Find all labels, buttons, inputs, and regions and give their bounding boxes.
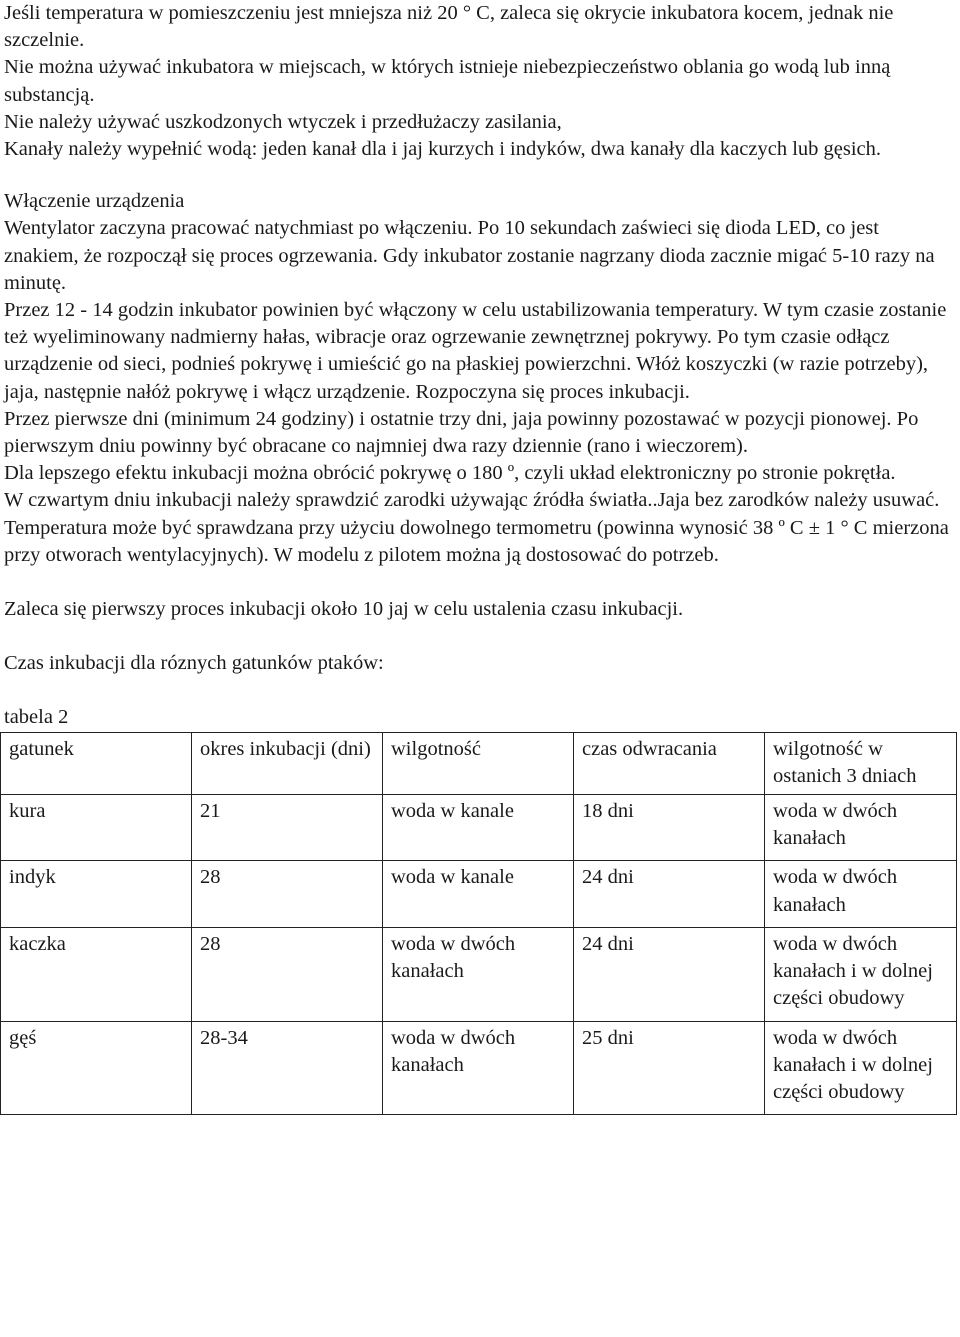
table-caption: tabela 2 [4,706,69,729]
table-header-cell: wilgotność w ostanich 3 dniach [765,732,957,794]
table-cell: woda w dwóch kanałach i w dolnej części obudowy [765,927,957,1021]
table-header-row [1,732,957,794]
table-cell: indyk [1,861,192,927]
paragraph-thermometer: Temperatura może być sprawdzana przy użyciu dowolnego termometru (powinna wynosić 38 º C ± 1 ° C mierzona przy otworach wentylacyjnych). W modelu z pilotem można ją dostosować do potrzeb. [4,516,949,566]
paragraph-egg-position: Przez pierwsze dni (minimum 24 godziny) i ostatnie trzy dni, jaja powinny pozostawać w pozycji pionowej. Po pierwszym dniu powinny być obracane co najmniej dwa razy dziennie (rano i wieczorem). [4,407,919,458]
table-cell: woda w dwóch kanałach [383,1021,574,1115]
paragraph-stabilization: Przez 12 - 14 godzin inkubator powinien być włączony w celu ustabilizowania temperatury. W tym czasie zostanie też wyeliminowany nadmierny hałas, wibracje oraz ogrzewanie zewnętrznej pokrywy. Po tym czasie odłącz urządzenie od sieci, podnieś pokrywę i umieścić go na płaskiej powierzchni. Włóż koszyczki (w razie potrzeby), jaja, następnie nałóż pokrywę i włącz urządzenie. Rozpoczyna się proces inkubacji. [4,299,947,403]
table-cell: kura [1,795,192,861]
paragraph-water-hazard: Nie można używać inkubatora w miejscach, w których istnieje niebezpieczeństwo oblania go wodą lub inną substancją. [4,56,891,106]
table-cell: woda w kanale [383,861,574,927]
table-cell: 25 dni [574,1021,765,1115]
table-cell: 18 dni [574,795,765,861]
table-header-cell: gatunek [1,732,192,794]
table-cell: gęś [1,1021,192,1115]
spacer [4,623,956,650]
table-cell: 24 dni [574,927,765,1021]
paragraph-power-cords: Nie należy używać uszkodzonych wtyczek i przedłużaczy zasilania, [4,110,562,133]
paragraph-embryo-check: W czwartym dniu inkubacji należy sprawdzić zarodki używając źródła światła..Jaja bez zarodków należy usuwać. [4,489,940,512]
table-cell: woda w kanale [383,795,574,861]
section-heading: Włączenie urządzenia [4,190,185,213]
table-cell: 24 dni [574,861,765,927]
table-cell: 28-34 [192,1021,383,1115]
table-row [1,861,957,927]
table-cell: woda w dwóch kanałach [765,861,957,927]
paragraph-recommendation: Zaleca się pierwszy proces inkubacji około 10 jaj w celu ustalenia czasu inkubacji. [4,598,684,621]
paragraph-water-channels: Kanały należy wypełnić wodą: jeden kanał dla i jaj kurzych i indyków, dwa kanały dla kaczych lub gęsich. [4,138,882,161]
table-header-cell: wilgotność [383,732,574,794]
table-header-cell: okres inkubacji (dni) [192,732,383,794]
table-header-cell: czas odwracania [574,732,765,794]
table-cell: 21 [192,795,383,861]
paragraph-incubation-intro: Czas inkubacji dla róznych gatunków ptaków: [4,652,384,675]
table-cell: woda w dwóch kanałach i w dolnej części obudowy [765,1021,957,1115]
table-cell: woda w dwóch kanałach [383,927,574,1021]
table-cell: 28 [192,927,383,1021]
spacer [4,677,956,704]
table-row [1,795,957,861]
spacer [4,569,956,596]
table-container [4,732,956,1115]
spacer [4,163,956,188]
table-cell: 28 [192,861,383,927]
table-row [1,1021,957,1115]
paragraph-cover-rotation: Dla lepszego efektu inkubacji można obrócić pokrywę o 180 º, czyli układ elektroniczny po stronie pokrętła. [4,462,896,485]
table-row [1,927,957,1021]
table-cell: woda w dwóch kanałach [765,795,957,861]
incubation-table [0,732,957,1115]
table-cell: kaczka [1,927,192,1021]
paragraph-temperature: Jeśli temperatura w pomieszczeniu jest mniejsza niż 20 ° C, zaleca się okrycie inkubatora kocem, jednak nie szczelnie. [4,2,894,52]
document-body [4,0,956,1115]
paragraph-fan-led: Wentylator zaczyna pracować natychmiast po włączeniu. Po 10 sekundach zaświeci się dioda LED, co jest znakiem, że rozpoczął się proces ogrzewania. Gdy inkubator zostanie nagrzany dioda zacznie migać 5-10 razy na minutę. [4,217,935,294]
